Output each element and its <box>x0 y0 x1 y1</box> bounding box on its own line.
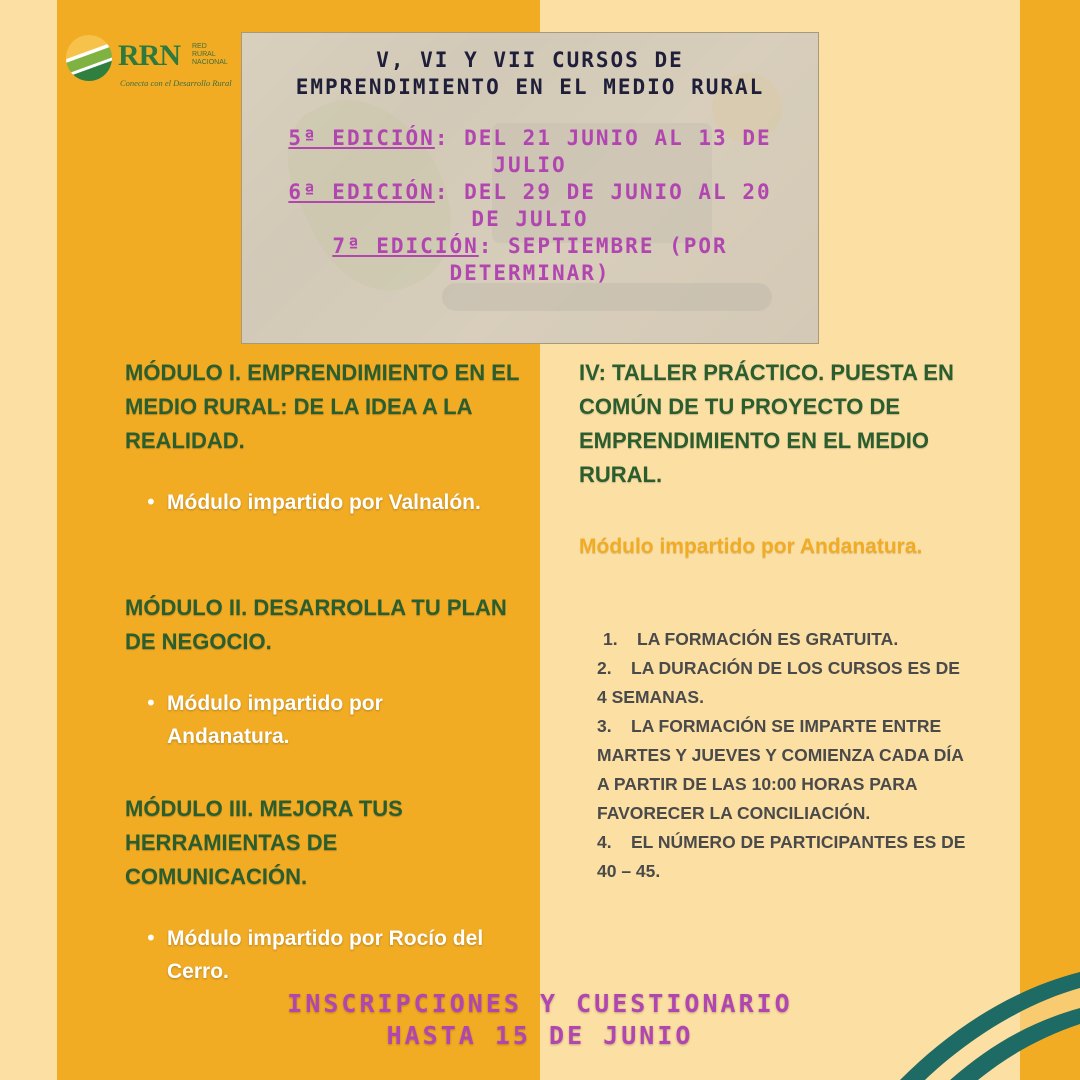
bullet-icon: • <box>145 490 157 514</box>
header-content <box>242 47 818 287</box>
page-title: V, VI Y VII CURSOS DE EMPRENDIMIENTO EN EL MEDIO RURAL <box>295 48 765 99</box>
info-list <box>597 625 967 886</box>
edition-6 <box>282 179 778 233</box>
module-1 <box>125 356 525 519</box>
edition-dates: : SEPTIEMBRE (POR DETERMINAR) <box>449 234 728 285</box>
bullet-icon: • <box>145 926 157 950</box>
module-title: MÓDULO III. MEJORA TUS HERRAMIENTAS DE COMUNICACIÓN. <box>125 796 403 889</box>
logo-sub-line: RED <box>192 43 207 50</box>
info-number: 4. <box>597 832 612 852</box>
edition-dates: : DEL 21 JUNIO AL 13 DE JULIO <box>434 126 772 177</box>
info-text: LA FORMACIÓN ES GRATUITA. <box>637 629 899 649</box>
info-number: 2. <box>597 658 612 678</box>
registration-footer <box>240 988 840 1052</box>
logo-sub-line: RURAL <box>192 51 216 58</box>
logo-tagline: Conecta con el Desarrollo Rural <box>120 78 232 88</box>
module-instructor <box>145 486 525 519</box>
logo-mark-text: RRN <box>118 39 180 72</box>
module-4 <box>579 356 989 563</box>
module-title: MÓDULO I. EMPRENDIMIENTO EN EL MEDIO RURAL: DE LA IDEA A LA REALIDAD. <box>125 360 519 453</box>
edition-label: 7ª EDICIÓN <box>332 234 479 258</box>
editions-list <box>242 125 818 287</box>
header-banner <box>241 32 819 344</box>
info-item <box>597 828 967 886</box>
info-text: EL NÚMERO DE PARTICIPANTES ES DE 40 – 45. <box>597 832 966 881</box>
bullet-icon: • <box>145 691 157 715</box>
info-text: LA FORMACIÓN SE IMPARTE ENTRE MARTES Y JUEVES Y COMIENZA CADA DÍA A PARTIR DE LAS 10:00 HORAS PARA FAVORECER LA CONCILIACIÓN. <box>597 716 964 823</box>
info-item <box>597 625 967 654</box>
rrn-logo-icon <box>66 35 112 81</box>
left-edge-stripe <box>0 0 57 1080</box>
info-number: 3. <box>597 716 612 736</box>
module-instructor <box>145 922 525 988</box>
info-item <box>597 712 967 828</box>
edition-5 <box>282 125 778 179</box>
module-3 <box>125 792 525 988</box>
swoosh-decoration <box>880 950 1080 1080</box>
module-instructor-text: Módulo impartido por Andanatura. <box>167 692 383 748</box>
module-2 <box>125 591 525 753</box>
logo-subtitle <box>192 43 228 67</box>
edition-label: 5ª EDICIÓN <box>288 126 435 150</box>
module-instructor-text: Módulo impartido por Rocío del Cerro. <box>167 927 484 983</box>
module-instructor-text: Módulo impartido por Valnalón. <box>167 491 481 514</box>
right-edge-stripe <box>1020 0 1080 1080</box>
edition-label: 6ª EDICIÓN <box>288 180 435 204</box>
module-title: MÓDULO II. DESARROLLA TU PLAN DE NEGOCIO. <box>125 595 507 654</box>
logo-sub-line: NACIONAL <box>192 59 228 66</box>
edition-dates: : DEL 29 DE JUNIO AL 20 DE JULIO <box>434 180 772 231</box>
module-instructor <box>145 687 525 753</box>
info-number: 1. <box>603 629 618 649</box>
footer-deadline: HASTA 15 DE JUNIO <box>386 1021 694 1050</box>
edition-7 <box>282 233 778 287</box>
module-title: IV: TALLER PRÁCTICO. PUESTA EN COMÚN DE TU PROYECTO DE EMPRENDIMIENTO EN EL MEDIO RURAL. <box>579 360 954 487</box>
rrn-logo <box>66 35 236 95</box>
module-instructor-text: Módulo impartido por Andanatura. <box>579 535 923 558</box>
info-text: LA DURACIÓN DE LOS CURSOS ES DE 4 SEMANAS. <box>597 658 960 707</box>
footer-line: INSCRIPCIONES Y CUESTIONARIO <box>287 989 793 1018</box>
info-item <box>597 654 967 712</box>
